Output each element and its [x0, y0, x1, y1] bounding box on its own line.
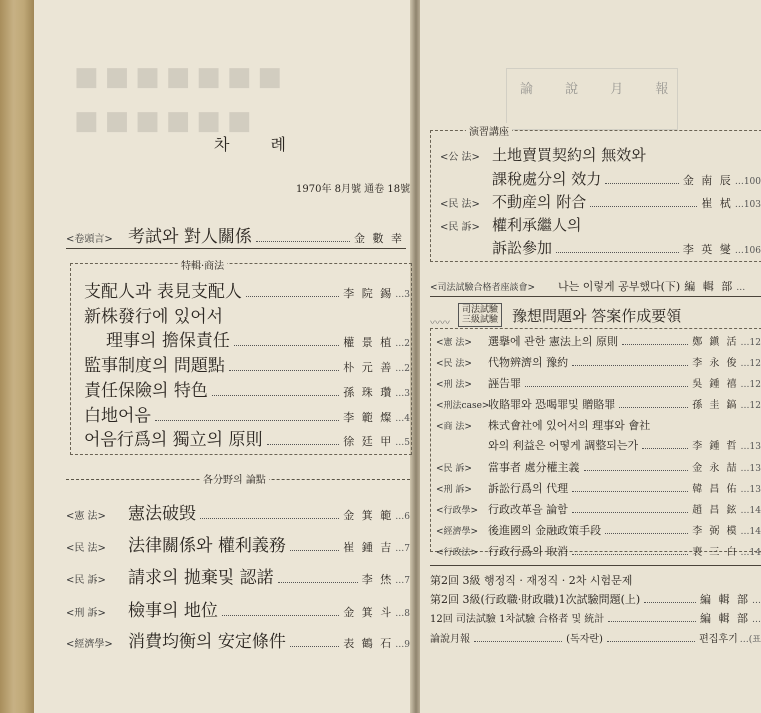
entry-page: …7: [395, 544, 410, 554]
predict-entry[interactable]: [436, 417, 761, 433]
entry-tag: <民 法>: [66, 543, 106, 554]
entry-tag: <民 訴>: [436, 464, 472, 474]
entry-title: 支配人과 表見支配人: [84, 282, 242, 302]
special-entry[interactable]: [84, 277, 410, 302]
entry-title: 論說月報: [430, 634, 470, 645]
opening-entry[interactable]: [66, 222, 404, 247]
leader-dots: [222, 615, 339, 616]
exam-badge: [458, 303, 502, 327]
entry-tag: <民 訴>: [66, 575, 106, 586]
entry-title: 第2回 3級(行政職·財政職)1次試驗問題(上): [430, 593, 641, 606]
topic-entry[interactable]: [66, 627, 410, 652]
entry-page: …(표: [739, 635, 761, 645]
predict-entry[interactable]: [436, 522, 761, 538]
entry-title: 選擧에 관한 憲法上의 原則: [488, 335, 618, 348]
leader-dots: [605, 533, 688, 534]
special-entry[interactable]: [84, 351, 410, 376]
entry-author: 金 南 辰: [682, 174, 733, 187]
entry-title: 第2回 3級 행정직 · 재정직 · 2차 시험문제: [430, 574, 633, 587]
entry-page: …13: [740, 442, 761, 452]
entry-tag: <民 訴>: [440, 222, 480, 233]
divider: [430, 296, 761, 297]
entry-author: 崔 栻: [701, 197, 733, 210]
entry-title: 土地賣買契約의 無效와: [492, 146, 646, 164]
leader-dots: [229, 370, 339, 371]
journal-stamp: 論 說 月 報: [520, 82, 683, 97]
divider: [430, 565, 761, 566]
entry-page: …2: [395, 364, 410, 374]
entry-title: 不動産의 附合: [492, 193, 587, 211]
entry-title: 消費均衡의 安定條件: [128, 632, 286, 652]
special-entry[interactable]: [84, 302, 410, 327]
leader-dots: [607, 641, 695, 642]
entry-title: 어음行爲의 獨立의 原則: [84, 430, 263, 450]
special-entry[interactable]: [106, 326, 410, 351]
entry-author: 裵 三 白: [692, 547, 739, 558]
entry-author: 李 院 錫: [343, 287, 394, 300]
entry-title: 行政行爲의 取消: [488, 545, 569, 558]
toc-title: 차 례: [214, 135, 304, 154]
bottom-entry[interactable]: [430, 630, 761, 645]
entry-author: 李 烋: [361, 573, 394, 586]
entry-title: 12回 司法試驗 1차試驗 合格者 및 統計: [430, 614, 605, 625]
leader-dots: [619, 407, 688, 408]
practice-entry[interactable]: [492, 168, 761, 189]
leader-dots: [256, 241, 350, 242]
entry-author: 編 輯 部: [700, 593, 750, 606]
entry-page: …8: [395, 609, 410, 619]
entry-title: 憲法破毁: [128, 504, 196, 524]
leader-dots: [605, 183, 679, 184]
predict-entry[interactable]: [436, 396, 761, 412]
entry-title: 誣告罪: [488, 377, 521, 390]
entry-author: 李 永 俊: [692, 358, 739, 369]
entry-page: …5: [395, 438, 410, 448]
entry-tag: <卷頭言>: [66, 234, 113, 245]
entry-page: …3: [395, 389, 410, 399]
predict-entry[interactable]: [436, 354, 761, 370]
practice-section-label: 演習講座: [466, 123, 512, 138]
entry-author: 金 箕 範: [343, 509, 394, 522]
entry-page: …14: [740, 548, 761, 558]
bleed-through-print: ■■■■■■■ ■■■■■■: [74, 62, 288, 136]
entry-page: …12: [740, 338, 761, 348]
entry-page: …12: [740, 401, 761, 411]
seminar-entry[interactable]: [430, 278, 761, 294]
leader-dots: [278, 582, 358, 583]
practice-entry[interactable]: [492, 237, 761, 258]
leader-dots: [155, 420, 339, 421]
leader-dots: [642, 448, 688, 449]
book-spine: [0, 0, 34, 713]
predict-entry[interactable]: [436, 459, 761, 475]
entry-page: …100: [734, 177, 761, 187]
entry-page: …12: [740, 380, 761, 390]
practice-entry[interactable]: [440, 214, 761, 235]
special-section-label: 特輯·商法: [178, 257, 227, 272]
topics-section-label: 各分野의 論點: [200, 471, 269, 486]
entry-title: 株式會社에 있어서의 理事와 會社: [488, 419, 651, 432]
leader-dots: [246, 296, 339, 297]
entry-tag: <行政法>: [436, 548, 479, 558]
entry-author: 金 數 幸: [354, 232, 404, 245]
entry-title: 後進國의 金融政策手段: [488, 524, 602, 537]
predict-entry[interactable]: [488, 437, 761, 453]
predict-entry[interactable]: [436, 543, 761, 559]
entry-author: 李 英 燮: [682, 243, 733, 256]
entry-page: …3: [395, 290, 410, 300]
entry-author: 孫 珠 瓚: [343, 386, 394, 399]
entry-title: 訴訟行爲의 代理: [488, 482, 569, 495]
entry-tag: <行政學>: [436, 506, 479, 516]
entry-title: 訴訟參加: [492, 239, 553, 257]
entry-author: 表 鶴 石: [343, 637, 394, 650]
entry-author: 崔 鍾 吉: [343, 541, 394, 554]
entry-page: …106: [734, 246, 761, 256]
entry-author: 編 輯 部: [684, 280, 735, 293]
leader-dots: [590, 206, 697, 207]
predict-title: 豫想問題와 答案作成要領: [512, 307, 682, 325]
leader-dots: [290, 550, 339, 551]
entry-mid: (독자란): [566, 634, 603, 645]
entry-tag: <刑 訴>: [66, 608, 106, 619]
entry-title: 理事의 擔保責任: [106, 331, 230, 351]
entry-title: 行政改革을 論함: [488, 503, 568, 516]
leader-dots: [572, 365, 688, 366]
entry-page: …7: [395, 576, 410, 586]
entry-page: …: [736, 283, 746, 293]
predict-entry[interactable]: [436, 333, 761, 349]
entry-tag: <商 法>: [436, 422, 472, 432]
entry-tag: <民 法>: [436, 359, 472, 369]
entry-page: …9: [395, 640, 410, 650]
topic-entry[interactable]: [66, 499, 410, 524]
practice-entry[interactable]: [440, 144, 761, 165]
leader-dots: [608, 621, 696, 622]
leader-dots: [267, 444, 340, 445]
entry-page: …14: [740, 506, 761, 516]
entry-author: 편집후기: [699, 634, 738, 645]
entry-title: 請求의 拋棄및 認諾: [128, 568, 274, 588]
entry-author: 金 箕 斗: [343, 606, 394, 619]
practice-entry[interactable]: [440, 191, 761, 212]
entry-tag: <經濟學>: [436, 527, 479, 537]
bottom-entry[interactable]: [430, 591, 761, 607]
entry-title: 收賂罪와 恐喝罪및 贈賂罪: [488, 398, 616, 411]
entry-title: 監事制度의 問題點: [84, 356, 225, 376]
leader-dots: [290, 646, 339, 647]
predict-entry[interactable]: [436, 375, 761, 391]
entry-page: …2: [395, 339, 410, 349]
special-entry[interactable]: [84, 376, 410, 401]
topic-entry[interactable]: [66, 563, 410, 588]
entry-title: 代物辨濟의 豫約: [488, 356, 569, 369]
entry-title: 考試와 對人關係: [128, 227, 252, 247]
entry-page: …103: [734, 200, 761, 210]
entry-tag: <經濟學>: [66, 639, 113, 650]
topic-entry[interactable]: [66, 596, 410, 621]
leader-dots: [474, 641, 562, 642]
topic-entry[interactable]: [66, 531, 410, 556]
leader-dots: [572, 512, 688, 513]
entry-title: 當事者 處分權主義: [488, 461, 580, 474]
entry-title: 新株發行에 있어서: [84, 307, 224, 327]
leader-dots: [525, 386, 688, 387]
entry-tag: <民 法>: [440, 199, 480, 210]
entry-page: …4: [395, 414, 410, 424]
entry-title: 나는 이렇게 공부했다(下): [558, 280, 681, 293]
leader-dots: [556, 252, 679, 253]
entry-tag: <公 法>: [440, 152, 480, 163]
entry-page: …12: [740, 359, 761, 369]
bottom-entry[interactable]: [430, 610, 761, 626]
wave-ornament: 〰〰: [430, 318, 450, 329]
leader-dots: [572, 491, 688, 492]
leader-dots: [212, 395, 339, 396]
entry-page: …: [752, 596, 761, 606]
special-entry[interactable]: [84, 425, 410, 450]
entry-author: 徐 廷 甲: [343, 435, 394, 448]
leader-dots: [644, 602, 696, 603]
entry-tag: <憲 法>: [66, 511, 106, 522]
entry-page: …6: [395, 512, 410, 522]
entry-author: 趙 昌 鉉: [692, 505, 739, 516]
entry-title: 檢事의 地位: [128, 601, 218, 621]
special-entry[interactable]: [84, 401, 410, 426]
leader-dots: [584, 470, 689, 471]
bottom-entry[interactable]: [430, 572, 761, 588]
entry-page: …13: [740, 464, 761, 474]
entry-tag: <憲 法>: [436, 338, 472, 348]
issue-info: 1970年 8月號 通卷 18號: [296, 184, 411, 195]
entry-author: 鄭 鎭 活: [692, 337, 739, 348]
entry-title: 와의 利益은 어떻게 調整되는가: [488, 439, 639, 452]
divider: [66, 248, 406, 249]
entry-title: 課稅處分의 效力: [492, 170, 602, 188]
entry-author: 韓 昌 佑: [692, 484, 739, 495]
entry-title: 白地어음: [84, 406, 151, 426]
leader-dots: [622, 344, 688, 345]
entry-title: 責任保險의 特色: [84, 381, 208, 401]
entry-author: 權 景 植: [343, 336, 394, 349]
entry-author: 李 弼 模: [692, 526, 739, 537]
leader-dots: [234, 345, 339, 346]
leader-dots: [200, 518, 339, 519]
entry-author: 孫 圭 鎬: [692, 400, 739, 411]
entry-author: 李 範 燦: [343, 411, 394, 424]
entry-author: 金 永 喆: [692, 463, 739, 474]
leader-dots: [572, 554, 688, 555]
entry-author: 編 輯 部: [700, 612, 750, 625]
entry-tag: <刑法case>: [436, 401, 490, 411]
entry-title: 權利承繼人의: [492, 216, 582, 234]
entry-page: …13: [740, 485, 761, 495]
exam-badge-line: 三級試驗: [462, 315, 499, 325]
entry-author: 朴 元 善: [343, 361, 394, 374]
entry-page: …14: [740, 527, 761, 537]
predict-entry[interactable]: [436, 480, 761, 496]
predict-entry[interactable]: [436, 501, 761, 517]
entry-author: 吳 鍾 禧: [692, 379, 739, 390]
entry-author: 李 鍾 哲: [692, 441, 739, 452]
entry-tag: <司法試驗合格者座談會>: [430, 283, 536, 293]
entry-page: …: [752, 615, 761, 625]
entry-tag: <刑 訴>: [436, 485, 472, 495]
entry-title: 法律關係와 權利義務: [128, 536, 286, 556]
predict-heading: [512, 305, 761, 326]
exam-badge-line: 司法試驗: [462, 305, 499, 315]
entry-tag: <刑 法>: [436, 380, 472, 390]
